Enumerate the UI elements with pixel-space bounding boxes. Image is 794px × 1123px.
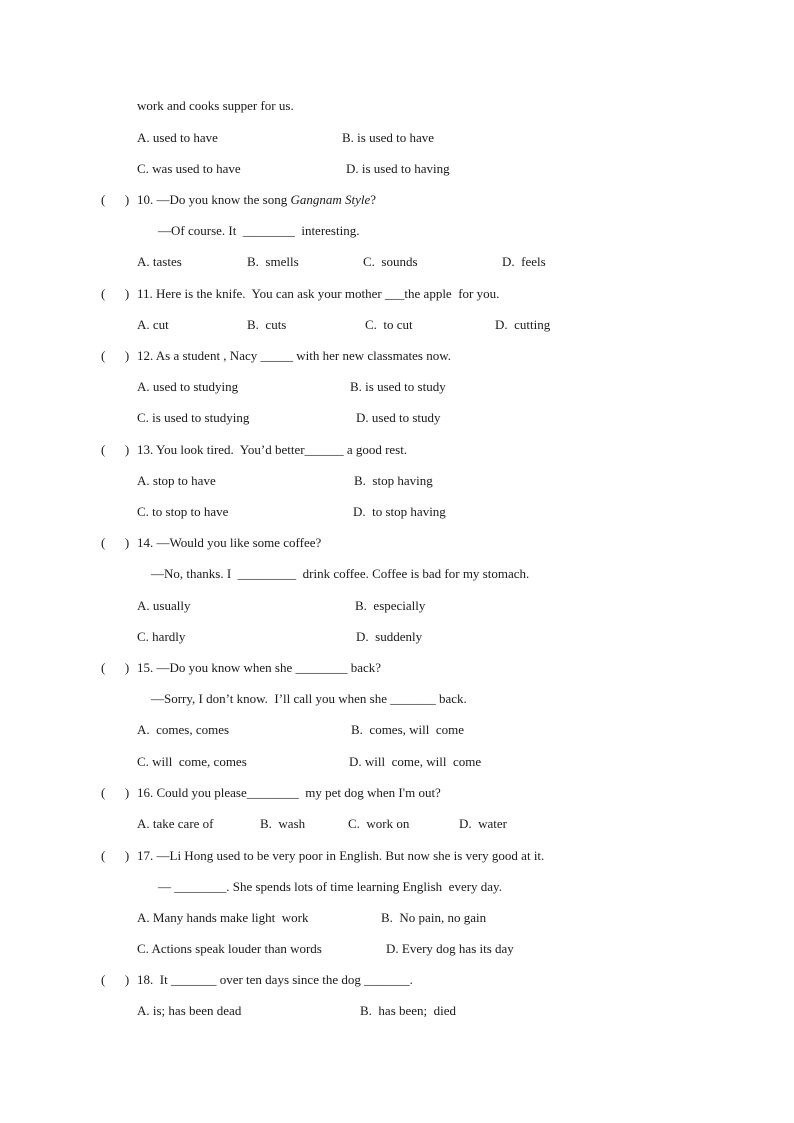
q9-stem-continuation: work and cooks supper for us. — [137, 98, 294, 113]
q16-option-d: D. water — [459, 816, 508, 831]
q17-option-c: C. Actions speak louder than words — [137, 941, 322, 956]
q13-option-b: B. stop having — [354, 473, 433, 488]
q14-answer-blank: ( ) — [101, 535, 130, 550]
q17-reply: — ________. She spends lots of time learning English every day. — [158, 879, 502, 894]
q9-option-a: A. used to have — [137, 130, 218, 145]
q10-answer-blank: ( ) — [101, 192, 130, 207]
q9-option-c: C. was used to have — [137, 161, 241, 176]
q17-answer-blank: ( ) — [101, 848, 130, 863]
q11-option-d: D. cutting — [495, 317, 551, 332]
q9-option-b: B. is used to have — [342, 130, 435, 145]
q15-reply: —Sorry, I don’t know. I’ll call you when she _______ back. — [151, 691, 467, 706]
q18-answer-blank: ( ) — [101, 972, 130, 987]
q10-stem-end: ? — [370, 192, 377, 207]
q15-answer-blank: ( ) — [101, 660, 130, 675]
q16-answer-blank: ( ) — [101, 785, 130, 800]
q15-option-c: C. will come, comes — [137, 754, 247, 769]
q10-option-d: D. feels — [502, 254, 546, 269]
q15-option-a: A. comes, comes — [137, 722, 230, 737]
q14-option-d: D. suddenly — [356, 629, 423, 644]
q18-option-a: A. is; has been dead — [137, 1003, 242, 1018]
q10-stem-text: 10. —Do you know the song — [137, 192, 291, 207]
q15-option-b: B. comes, will come — [351, 722, 465, 737]
q9-option-d: D. is used to having — [346, 161, 450, 176]
q17-option-a: A. Many hands make light work — [137, 910, 309, 925]
q18-option-b: B. has been; died — [360, 1003, 457, 1018]
q11-option-b: B. cuts — [247, 317, 287, 332]
q10-reply: —Of course. It ________ interesting. — [158, 223, 360, 238]
q14-stem: 14. —Would you like some coffee? — [137, 535, 322, 550]
q12-option-a: A. used to studying — [137, 379, 239, 394]
q12-stem: 12. As a student , Nacy _____ with her new classmates now. — [137, 348, 451, 363]
q13-option-d: D. to stop having — [353, 504, 446, 519]
q15-option-d: D. will come, will come — [349, 754, 482, 769]
q16-option-a: A. take care of — [137, 816, 214, 831]
q11-option-c: C. to cut — [365, 317, 413, 332]
q10-song-title: Gangnam Style — [290, 192, 371, 207]
q16-option-c: C. work on — [348, 816, 410, 831]
q14-option-c: C. hardly — [137, 629, 186, 644]
q12-option-d: D. used to study — [356, 410, 441, 425]
q16-option-b: B. wash — [260, 816, 306, 831]
q18-stem: 18. It _______ over ten days since the dog _______. — [137, 972, 413, 987]
q12-option-c: C. is used to studying — [137, 410, 250, 425]
q13-answer-blank: ( ) — [101, 442, 130, 457]
q10-option-a: A. tastes — [137, 254, 182, 269]
q12-answer-blank: ( ) — [101, 348, 130, 363]
q13-option-a: A. stop to have — [137, 473, 216, 488]
q11-stem: 11. Here is the knife. You can ask your mother ___the apple for you. — [137, 286, 500, 301]
q11-answer-blank: ( ) — [101, 286, 130, 301]
q14-reply: —No, thanks. I _________ drink coffee. Coffee is bad for my stomach. — [151, 566, 530, 581]
q10-option-b: B. smells — [247, 254, 299, 269]
q13-option-c: C. to stop to have — [137, 504, 229, 519]
q17-stem: 17. —Li Hong used to be very poor in English. But now she is very good at it. — [137, 848, 545, 863]
q17-option-b: B. No pain, no gain — [381, 910, 487, 925]
q16-stem: 16. Could you please________ my pet dog when I'm out? — [137, 785, 441, 800]
q14-option-b: B. especially — [355, 598, 426, 613]
q13-stem: 13. You look tired. You’d better______ a good rest. — [137, 442, 408, 457]
q15-stem: 15. —Do you know when she ________ back? — [137, 660, 382, 675]
q10-stem — [137, 192, 376, 208]
q14-option-a: A. usually — [137, 598, 191, 613]
q12-option-b: B. is used to study — [350, 379, 446, 394]
q10-option-c: C. sounds — [363, 254, 418, 269]
q11-option-a: A. cut — [137, 317, 169, 332]
q17-option-d: D. Every dog has its day — [386, 941, 514, 956]
